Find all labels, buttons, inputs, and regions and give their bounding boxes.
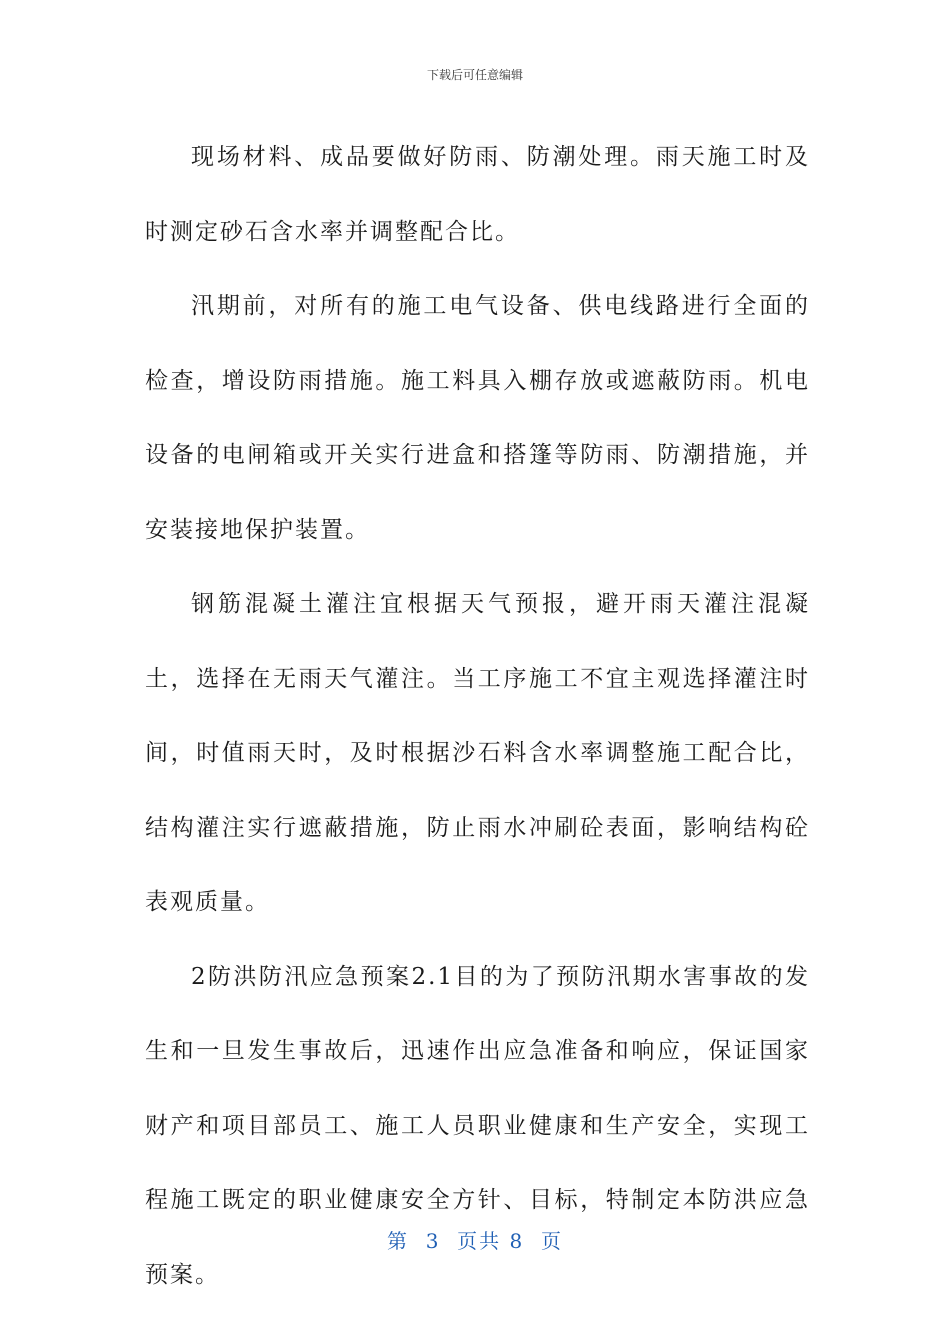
page-header-note: 下载后可任意编辑 bbox=[426, 68, 523, 82]
page-footer bbox=[0, 1225, 950, 1254]
paragraph-flood-season-inspection: 汛期前，对所有的施工电气设备、供电线路进行全面的检查，增设防雨措施。施工料具入棚存放或遮蔽防雨。机电设备的电闸箱或开关实行进盒和搭篷等防雨、防潮措施，并安装接地保护装置。 bbox=[145, 293, 810, 543]
paragraph-rain-protection: 现场材料、成品要做好防雨、防潮处理。雨天施工时及时测定砂石含水率并调整配合比。 bbox=[145, 144, 810, 245]
page-number-text: 第 3 页共 8 页 bbox=[387, 1229, 563, 1253]
paragraph-concrete-pouring: 钢筋混凝土灌注宜根据天气预报，避开雨天灌注混凝土，选择在无雨天气灌注。当工序施工不宜主观选择灌注时间，时值雨天时，及时根据沙石料含水率调整施工配合比，结构灌注实行遮蔽措施，防止雨水冲刷砼表面，影响结构砼表观质量。 bbox=[145, 591, 810, 915]
document-body bbox=[145, 120, 810, 1312]
paragraph-emergency-plan: 2防洪防汛应急预案2.1目的为了预防汛期水害事故的发生和一旦发生事故后，迅速作出应急准备和响应，保证国家财产和项目部员工、施工人员职业健康和生产安全，实现工程施工既定的职业健康安全方针、目标，特制定本防洪应急预案。 bbox=[145, 963, 810, 1288]
